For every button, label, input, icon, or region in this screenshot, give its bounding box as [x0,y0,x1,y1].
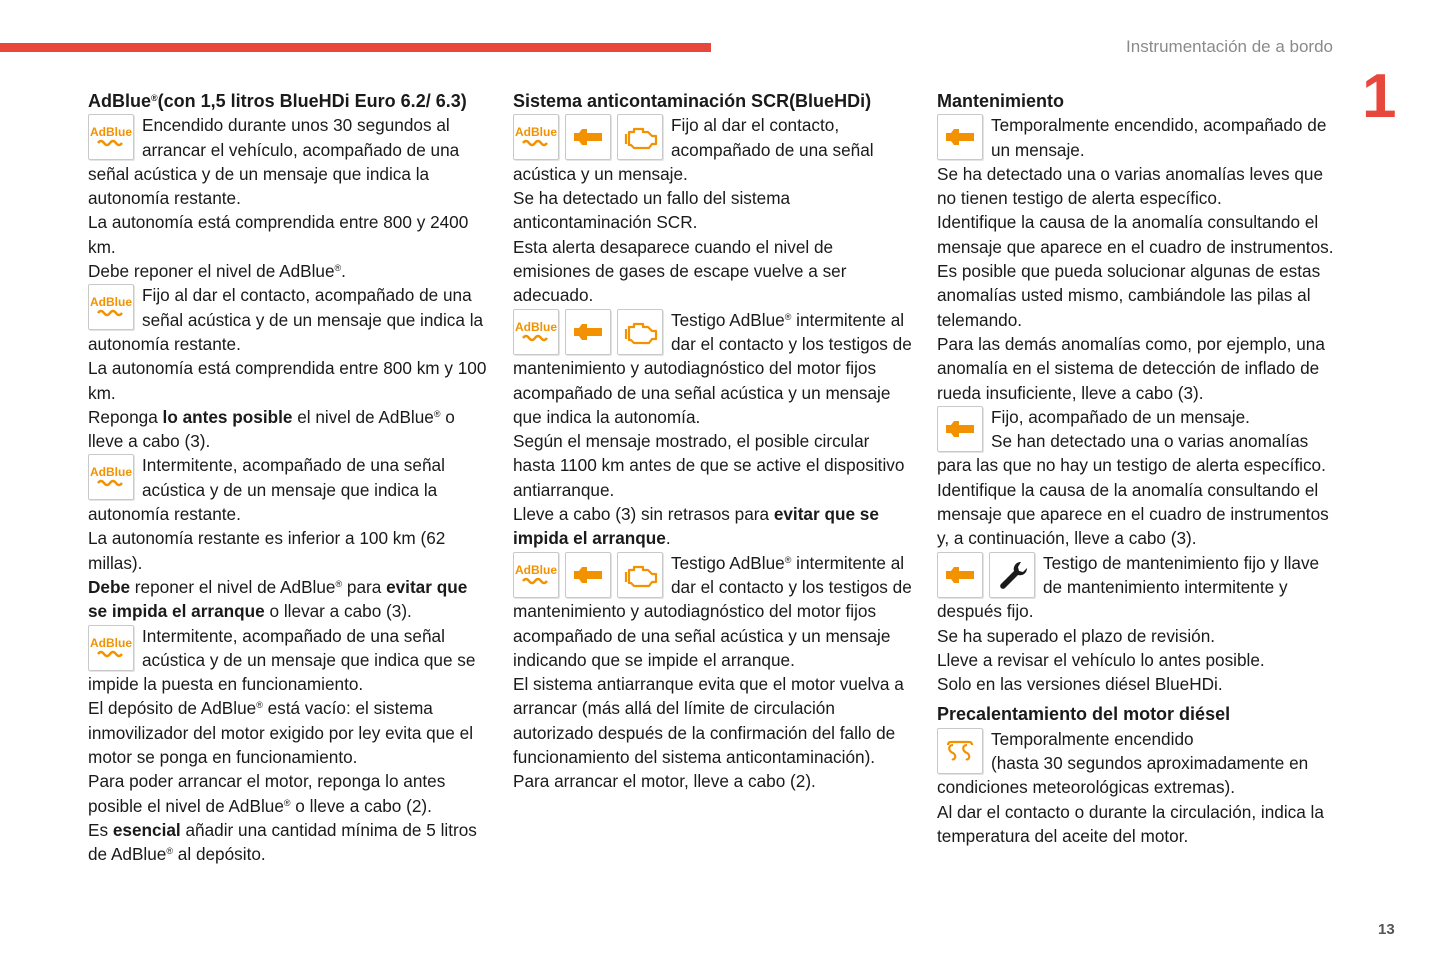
adblue-state-1-text: Encendido durante unos 30 segundos al arrancar el vehículo, acompañado de una señal acústica y de un mensaje que indica la autonomía restante. [88,115,460,209]
column-maintenance [937,89,1337,848]
paragraph: Es posible que pueda solucionar algunas de estas anomalías usted mismo, cambiándole las pilas al telemando. [937,261,1321,330]
service-wrench-icon [937,552,983,598]
paragraph: Lleve a revisar el vehículo lo antes posible. [937,649,1265,670]
maintenance-spanner-icon [989,552,1035,598]
svg-text:AdBlue: AdBlue [515,562,557,577]
maintenance-heading: Mantenimiento [937,91,1065,111]
column-adblue [88,89,488,867]
paragraph: El depósito de AdBlue® está vacío: el sistema inmovilizador del motor exigido por ley evita que el motor se ponga en funcionamiento. [88,698,474,768]
adblue-icon [513,552,559,598]
paragraph: La autonomía restante es inferior a 100 km (62 millas). [88,528,446,573]
paragraph: Para las demás anomalías como, por ejemplo, una anomalía en el sistema de detección de inflado de rueda insuficiente, lleve a cabo (3). [937,333,1325,403]
adblue-state-3-text: Intermitente, acompañado de una señal acústica y de un mensaje que indica la autonomía restante. [88,455,445,525]
paragraph: Lleve a cabo (3) sin retrasos para evitar que se impida el arranque. [513,504,879,549]
service-wrench-icon [937,114,983,160]
paragraph: La autonomía está comprendida entre 800 km y 100 km. [88,358,487,403]
adblue-icon [88,625,134,671]
icon-group [513,114,663,160]
service-wrench-icon [565,114,611,160]
icon-group [937,114,983,160]
svg-text:AdBlue: AdBlue [90,295,132,310]
icon-group [88,114,134,160]
preheating-state-text: Temporalmente encendido [991,728,1194,749]
column-scr [513,89,913,794]
paragraph: Para arrancar el motor, lleve a cabo (2). [513,771,816,792]
adblue-icon [88,284,134,330]
scr-state-1-text: Fijo al dar el contacto, acompañado de una señal acústica y un mensaje. [513,115,874,184]
icon-group [937,406,983,452]
paragraph: Es esencial añadir una cantidad mínima de 5 litros de AdBlue® al depósito. [88,819,477,865]
paragraph: Reponga lo antes posible el nivel de AdBlue® o lleve a cabo (3). [88,406,455,452]
preheating-heading: Precalentamiento del motor diésel [937,704,1231,725]
svg-text:AdBlue: AdBlue [90,125,132,140]
icon-group [88,284,134,330]
maintenance-state-1-text: Temporalmente encendido, acompañado de un mensaje. [991,115,1327,160]
paragraph: Esta alerta desaparece cuando el nivel de emisiones de gases de escape vuelve a ser adecuado. [513,236,847,306]
paragraph: Al dar el contacto o durante la circulación, indica la temperatura del aceite del motor. [937,801,1324,846]
adblue-state-4-text: Intermitente, acompañado de una señal acústica y de un mensaje que indica que se impide la puesta en funcionamiento. [88,625,476,695]
paragraph: Identifique la causa de la anomalía consultando el mensaje que aparece en el cuadro de instrumentos y, a continuación, lleve a cabo (3). [937,479,1329,549]
maintenance-state-3-text: Testigo de mantenimiento fijo y llave de mantenimiento intermitente y después fijo. [937,552,1320,622]
header-accent-bar [0,43,711,52]
engine-check-icon [617,309,663,355]
service-wrench-icon [565,309,611,355]
scr-state-2-text: Testigo AdBlue® intermitente al dar el contacto y los testigos de mantenimiento y autodiagnóstico del motor fijos acompañado de una señal acústica y un mensaje que indica la autonomía. [513,309,912,427]
scr-state-3-text: Testigo AdBlue® intermitente al dar el contacto y los testigos de mantenimiento y autodiagnóstico del motor fijos acompañado de una señal acústica y un mensaje indicando que se impide el arranque. [513,552,912,670]
paragraph: Debe reponer el nivel de AdBlue® para evitar que se impida el arranque o llevar a cabo (3). [88,576,468,622]
service-wrench-icon [937,406,983,452]
icon-group [513,309,663,355]
adblue-heading: AdBlue®(con 1,5 litros BlueHDi Euro 6.2/ 6.3) [88,91,467,111]
icon-group [937,552,1035,598]
adblue-icon [513,114,559,160]
scr-heading: Sistema anticontaminación SCR(BlueHDi) [513,91,872,111]
paragraph: Según el mensaje mostrado, el posible circular hasta 1100 km antes de que se active el dispositivo antiarranque. [513,431,905,500]
svg-text:AdBlue: AdBlue [515,319,557,334]
engine-check-icon [617,552,663,598]
paragraph: La autonomía está comprendida entre 800 y 2400 km. [88,212,469,257]
paragraph: Se ha detectado un fallo del sistema anticontaminación SCR. [513,188,791,233]
page-number: 13 [1378,921,1395,938]
adblue-state-2-text: Fijo al dar el contacto, acompañado de una señal acústica y de un mensaje que indica la autonomía restante. [88,285,484,354]
svg-text:AdBlue: AdBlue [90,465,132,480]
glow-plug-icon [937,728,983,774]
maintenance-state-2-detail: Se han detectado una o varias anomalías para las que no hay un testigo de alerta específico. [937,431,1326,476]
maintenance-state-2-text: Fijo, acompañado de un mensaje. [991,406,1250,427]
paragraph: El sistema antiarranque evita que el motor vuelva a arrancar (más allá del límite de circulación autorizado después de la confirmación del fallo de funcionamiento del sistema anticontaminación). [513,674,904,768]
icon-group [88,454,134,500]
icon-group [513,552,663,598]
engine-check-icon [617,114,663,160]
paragraph: Solo en las versiones diésel BlueHDi. [937,674,1223,695]
preheating-state-detail: (hasta 30 segundos aproximadamente en condiciones meteorológicas extremas). [937,753,1309,798]
adblue-icon [88,114,134,160]
paragraph: Para poder arrancar el motor, reponga lo antes posible el nivel de AdBlue® o lleve a cabo (2). [88,771,446,816]
adblue-icon [513,309,559,355]
icon-group [937,728,983,774]
svg-text:AdBlue: AdBlue [515,125,557,140]
paragraph: Se ha superado el plazo de revisión. [937,625,1216,646]
icon-group [88,625,134,671]
chapter-number: 1 [1362,62,1397,131]
adblue-icon [88,454,134,500]
paragraph: Debe reponer el nivel de AdBlue®. [88,261,346,282]
service-wrench-icon [565,552,611,598]
section-title: Instrumentación de a bordo [1126,37,1333,56]
paragraph: Identifique la causa de la anomalía consultando el mensaje que aparece en el cuadro de instrumentos. [937,212,1334,257]
paragraph: Se ha detectado una o varias anomalías leves que no tienen testigo de alerta específico. [937,163,1324,209]
svg-text:AdBlue: AdBlue [90,635,132,650]
